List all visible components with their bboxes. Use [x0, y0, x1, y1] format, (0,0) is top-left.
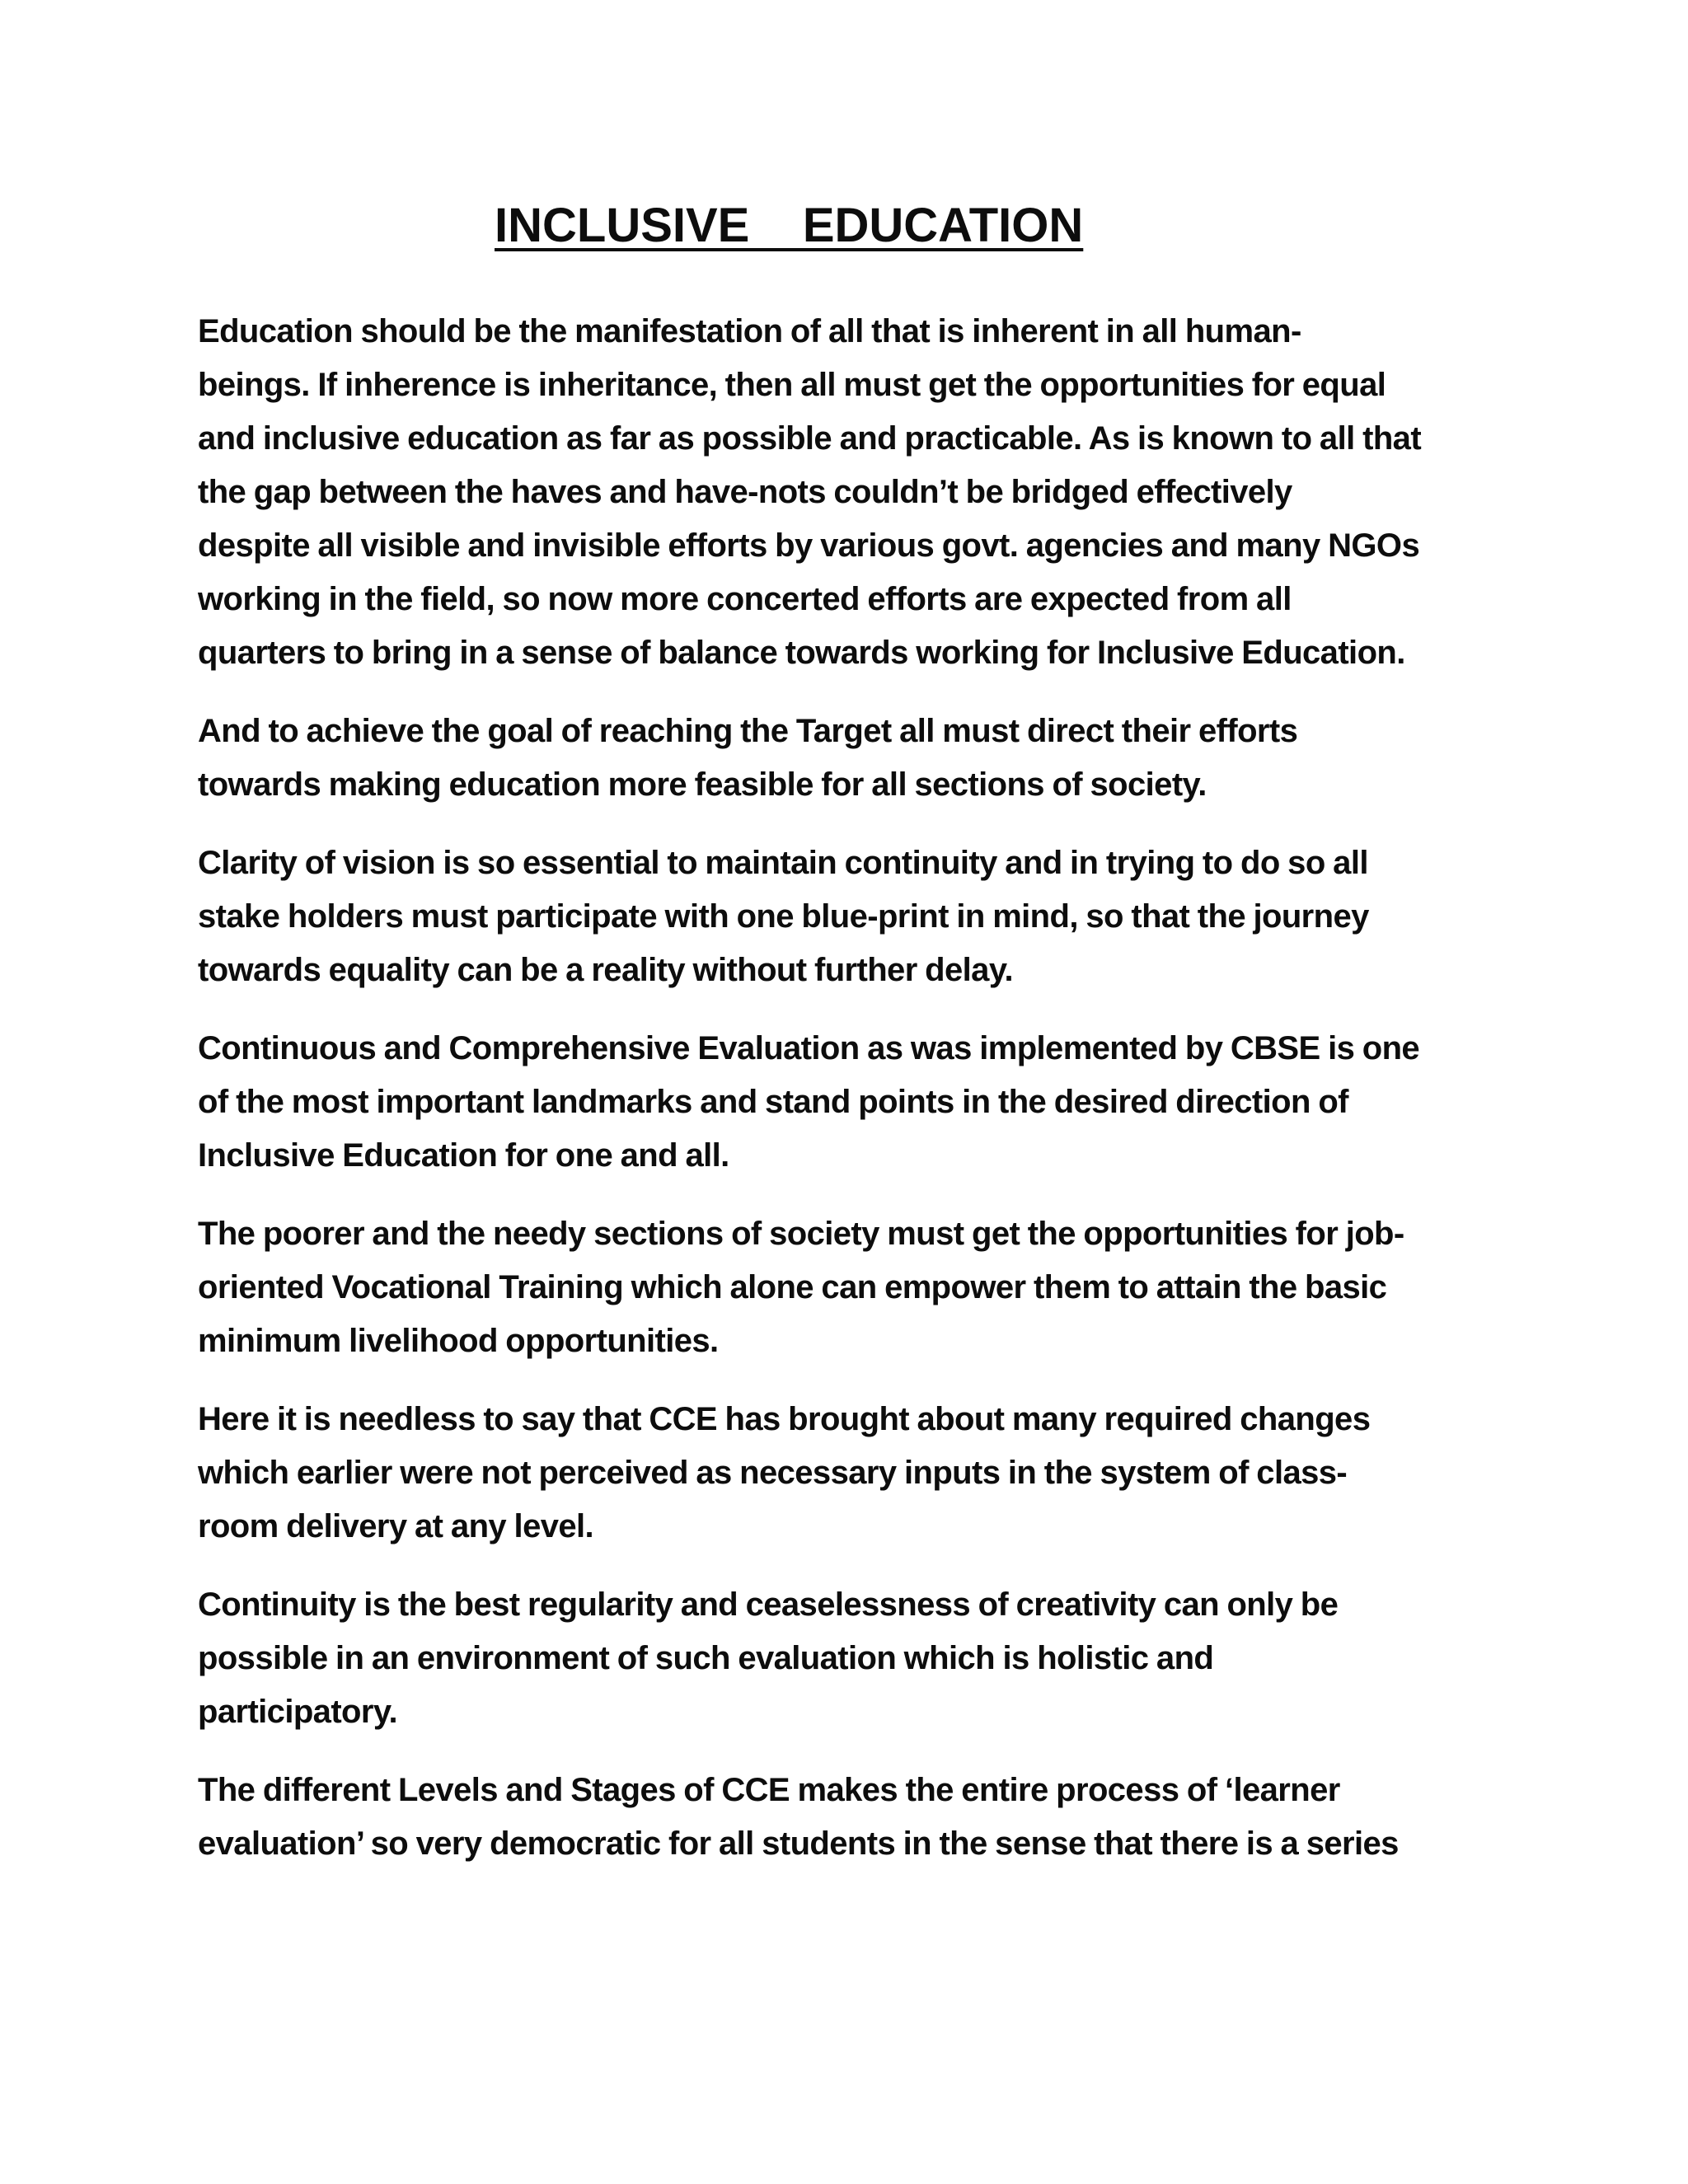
paragraph-line: beings. If inherence is inheritance, then all must get the opportunities for equal — [198, 367, 1386, 403]
paragraph — [198, 837, 1484, 997]
paragraph — [198, 1207, 1484, 1368]
paragraph-line: Continuity is the best regularity and ceaselessness of creativity can only be — [198, 1586, 1339, 1623]
paragraph — [198, 1393, 1484, 1554]
paragraph-line: The poorer and the needy sections of society must get the opportunities for job- — [198, 1216, 1404, 1252]
paragraph — [198, 1578, 1484, 1739]
paragraph-line: working in the field, so now more concerted efforts are expected from all — [198, 581, 1292, 617]
paragraph-line: participatory. — [198, 1694, 398, 1730]
paragraph-line: Continuous and Comprehensive Evaluation as was implemented by CBSE is one — [198, 1030, 1420, 1066]
paragraph — [198, 305, 1484, 680]
document-body — [198, 305, 1484, 1896]
paragraph-line: minimum livelihood opportunities. — [198, 1323, 719, 1359]
paragraph-line: Education should be the manifestation of all that is inherent in all human- — [198, 313, 1301, 349]
paragraph — [198, 1764, 1484, 1871]
paragraph-line: evaluation’ so very democratic for all students in the sense that there is a series — [198, 1825, 1399, 1862]
paragraph-line: possible in an environment of such evaluation which is holistic and — [198, 1640, 1214, 1676]
paragraph-line: And to achieve the goal of reaching the Target all must direct their efforts — [198, 713, 1298, 749]
paragraph-line: despite all visible and invisible efforts by various govt. agencies and many NGOs — [198, 527, 1420, 564]
paragraph — [198, 1022, 1484, 1183]
paragraph-line: Inclusive Education for one and all. — [198, 1137, 729, 1174]
paragraph-line: room delivery at any level. — [198, 1508, 594, 1544]
paragraph-line: the gap between the haves and have-nots couldn’t be bridged effectively — [198, 474, 1292, 510]
paragraph-line: Clarity of vision is so essential to maintain continuity and in trying to do so all — [198, 845, 1368, 881]
paragraph-line: stake holders must participate with one blue-print in mind, so that the journey — [198, 898, 1369, 935]
paragraph-line: The different Levels and Stages of CCE makes the entire process of ‘learner — [198, 1772, 1340, 1808]
document-title: INCLUSIVE EDUCATION — [495, 199, 1084, 252]
paragraph-line: quarters to bring in a sense of balance towards working for Inclusive Education. — [198, 635, 1405, 671]
paragraph-line: Here it is needless to say that CCE has brought about many required changes — [198, 1401, 1371, 1437]
paragraph-line: which earlier were not perceived as necessary inputs in the system of class- — [198, 1455, 1348, 1491]
paragraph-line: towards making education more feasible for all sections of society. — [198, 766, 1207, 803]
paragraph — [198, 705, 1484, 812]
paragraph-line: oriented Vocational Training which alone can empower them to attain the basic — [198, 1269, 1387, 1305]
paragraph-line: of the most important landmarks and stand points in the desired direction of — [198, 1084, 1348, 1120]
paragraph-line: and inclusive education as far as possible and practicable. As is known to all that — [198, 420, 1422, 457]
paragraph-line: towards equality can be a reality without further delay. — [198, 952, 1014, 988]
